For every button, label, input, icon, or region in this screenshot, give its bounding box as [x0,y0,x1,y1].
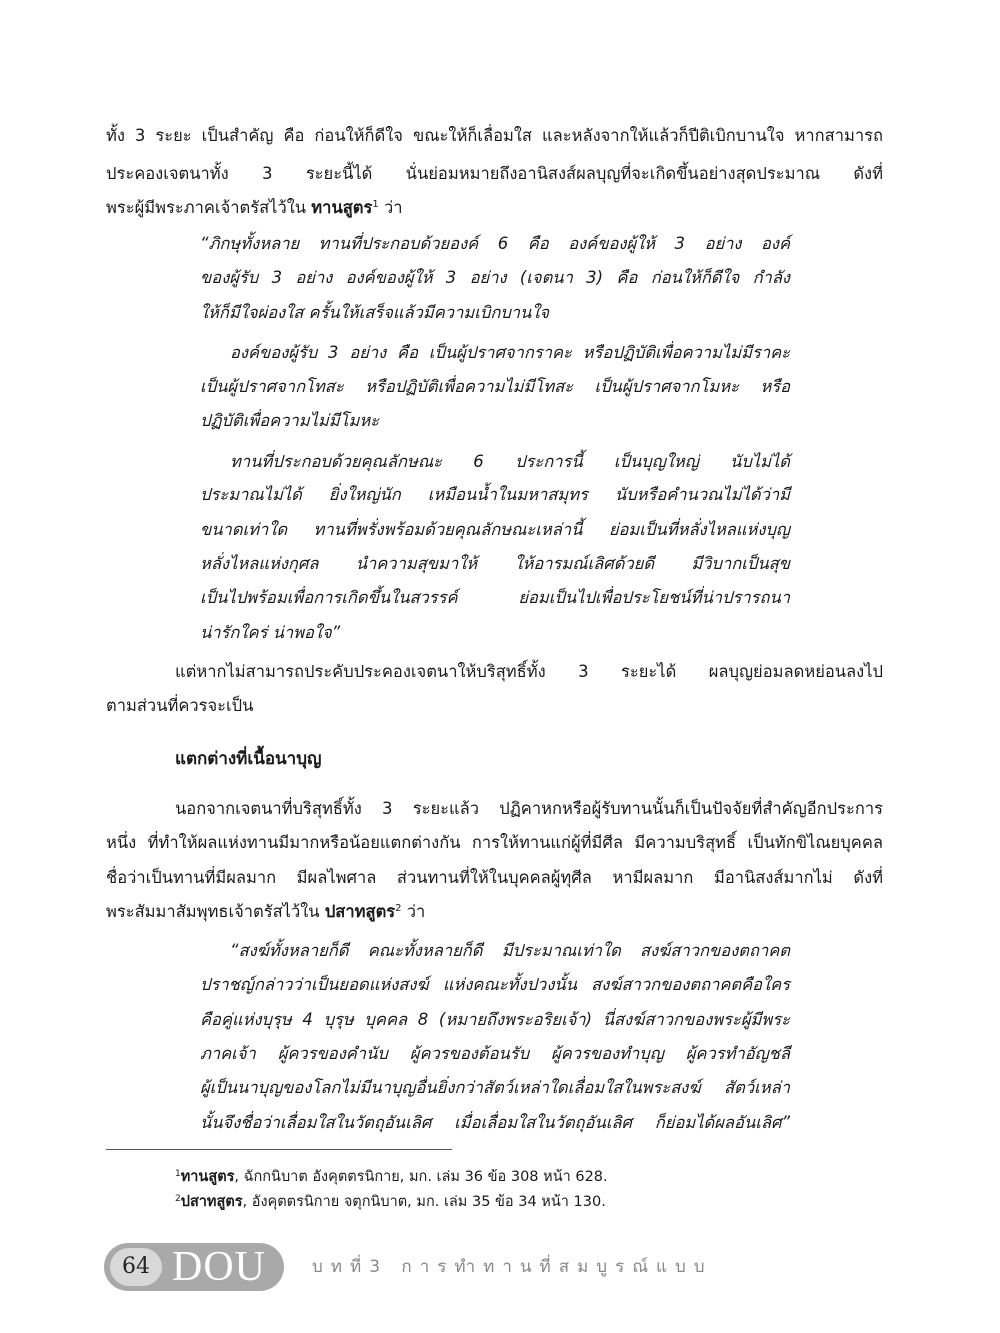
quote1-line: ทานที่ประกอบด้วยคุณลักษณะ 6 ประการนี้ เป็นบุญใหญ่ นับไม่ได้ [230,452,790,471]
quote2-line: “สงฆ์ทั้งหลายก็ดี คณะทั้งหลายก็ดี มีประมาณเท่าใด สงฆ์สาวกของตถาคต [230,941,790,960]
quote1-line: น่ารักใคร่ น่าพอใจ” [200,623,341,642]
para3-line-3: ชื่อว่าเป็นทานที่มีผลมาก มีผลไพศาล ส่วนทานที่ให้ในบุคคลผู้ทุศีล หามีผลมาก มีอานิสงส์มากไม่ ดังที่ [106,868,883,887]
brand-logo-text: DOU [172,1244,266,1290]
footnote-2 [175,1192,606,1212]
footnote-number: 2 [175,1194,181,1204]
para3-line-4 [106,900,883,924]
footnote-ref-1[interactable]: 1 [372,199,379,210]
page-footer [104,1243,904,1291]
intro-line-3 [106,196,883,220]
footnote-source-title: ปสาทสูตร [180,1194,243,1210]
quote2-line: ผู้เป็นนาบุญของโลกไม่มีนาบุญอื่นยิ่งกว่าสัตว์เหล่าใดเลื่อมใสในพระสงฆ์ สัตว์เหล่า [200,1078,790,1097]
footnote-divider [106,1149,452,1150]
quote1-line: ขนาดเท่าใด ทานที่พรั่งพร้อมด้วยคุณลักษณะเหล่านี้ ย่อมเป็นที่หลั่งไหลแห่งบุญ [200,520,790,539]
quote1-line: ประมาณไม่ได้ ยิ่งใหญ่นัก เหมือนน้ำในมหาสมุทร นับหรือคำนวณไม่ได้ว่ามี [200,485,790,504]
footnote-citation: , อังคุตตรนิกาย จตุกนิบาต, มก. เล่ม 35 ข้อ 34 หน้า 130. [242,1194,606,1210]
footnote-citation: , ฉักกนิบาต อังคุตตรนิกาย, มก. เล่ม 36 ข้อ 308 หน้า 628. [234,1169,608,1185]
quote1-line: เป็นไปพร้อมเพื่อการเกิดขึ้นในสวรรค์ ย่อมเป็นไปเพื่อประโยชน์ที่น่าปรารถนา [200,588,790,607]
source-title-pasada-sutta: ปสาทสูตร [324,902,396,921]
footnote-ref-2[interactable]: 2 [395,903,402,914]
page-number: 64 [110,1248,162,1286]
para2-line-2: ตามส่วนที่ควรจะเป็น [106,696,254,715]
quote2-line: นั้นจึงชื่อว่าเลื่อมใสในวัตถุอันเลิศ เมื่อเลื่อมใสในวัตถุอันเลิศ ก็ย่อมได้ผลอันเลิศ” [200,1113,790,1132]
footnote-source-title: ทานสูตร [180,1169,235,1185]
quote2-line: ภาคเจ้า ผู้ควรของคำนับ ผู้ควรของต้อนรับ ผู้ควรของทำบุญ ผู้ควรทำอัญชลี [200,1044,790,1063]
quote1-line: องค์ของผู้รับ 3 อย่าง คือ เป็นผู้ปราศจากราคะ หรือปฏิบัติเพื่อความไม่มีราคะ [230,343,790,362]
para3-line-4-end: ว่า [401,902,426,921]
quote1-line: ของผู้รับ 3 อย่าง องค์ของผู้ให้ 3 อย่าง (เจตนา 3) คือ ก่อนให้ก็ดีใจ กำลัง [200,268,790,287]
intro-line-1: ทั้ง 3 ระยะ เป็นสำคัญ คือ ก่อนให้ก็ดีใจ ขณะให้ก็เลื่อมใส และหลังจากให้แล้วก็ปีติเบิกบานใจ หากสามารถ [106,126,883,145]
intro-line-3-end: ว่า [378,198,403,217]
chapter-title: บทที่3 การทำทานที่สมบูรณ์แบบ [312,1257,713,1277]
quote1-line: เป็นผู้ปราศจากโทสะ หรือปฏิบัติเพื่อความไม่มีโทสะ เป็นผู้ปราศจากโมหะ หรือ [200,377,790,396]
quote2-line: ปราชญ์กล่าวว่าเป็นยอดแห่งสงฆ์ แห่งคณะทั้งปวงนั้น สงฆ์สาวกของตถาคตคือใคร [200,975,790,994]
para3-line-2: หนึ่ง ที่ทำให้ผลแห่งทานมีมากหรือน้อยแตกต่างกัน การให้ทานแก่ผู้ที่มีศีล มีความบริสุทธิ์ เป็นทักขิไณยบุคคล [106,833,883,852]
intro-line-2: ประคองเจตนาทั้ง 3 ระยะนี้ได้ นั่นย่อมหมายถึงอานิสงส์ผลบุญที่จะเกิดขึ้นอย่างสุดประมาณ ดังที่ [106,164,883,183]
quote1-line: “ภิกษุทั้งหลาย ทานที่ประกอบด้วยองค์ 6 คือ องค์ของผู้ให้ 3 อย่าง องค์ [200,234,790,253]
footnote-1 [175,1167,608,1187]
section-heading: แตกต่างที่เนื้อนาบุญ [175,749,322,769]
para3-line-1: นอกจากเจตนาที่บริสุทธิ์ทั้ง 3 ระยะแล้ว ปฏิคาหกหรือผู้รับทานนั้นก็เป็นปัจจัยที่สำคัญอีกประการ [175,799,883,818]
quote1-line: ปฏิบัติเพื่อความไม่มีโมหะ [200,411,380,430]
quote2-line: คือคู่แห่งบุรุษ 4 บุรุษ บุคคล 8 (หมายถึงพระอริยเจ้า) นี่สงฆ์สาวกของพระผู้มีพระ [200,1010,790,1029]
intro-line-3-text: พระผู้มีพระภาคเจ้าตรัสไว้ใน [106,198,312,217]
source-title-tana-sutta: ทานสูตร [311,198,373,217]
para2-line-1: แต่หากไม่สามารถประคับประคองเจตนาให้บริสุทธิ์ทั้ง 3 ระยะได้ ผลบุญย่อมลดหย่อนลงไป [175,662,883,681]
footnote-number: 1 [175,1169,181,1179]
para3-line-4-text: พระสัมมาสัมพุทธเจ้าตรัสไว้ใน [106,902,325,921]
footer-badge [104,1243,284,1291]
quote1-line: หลั่งไหลแห่งกุศล นำความสุขมาให้ ให้อารมณ์เลิศด้วยดี มีวิบากเป็นสุข [200,554,790,573]
quote1-line: ให้ก็มีใจผ่องใส ครั้นให้เสร็จแล้วมีความเบิกบานใจ [200,303,550,322]
